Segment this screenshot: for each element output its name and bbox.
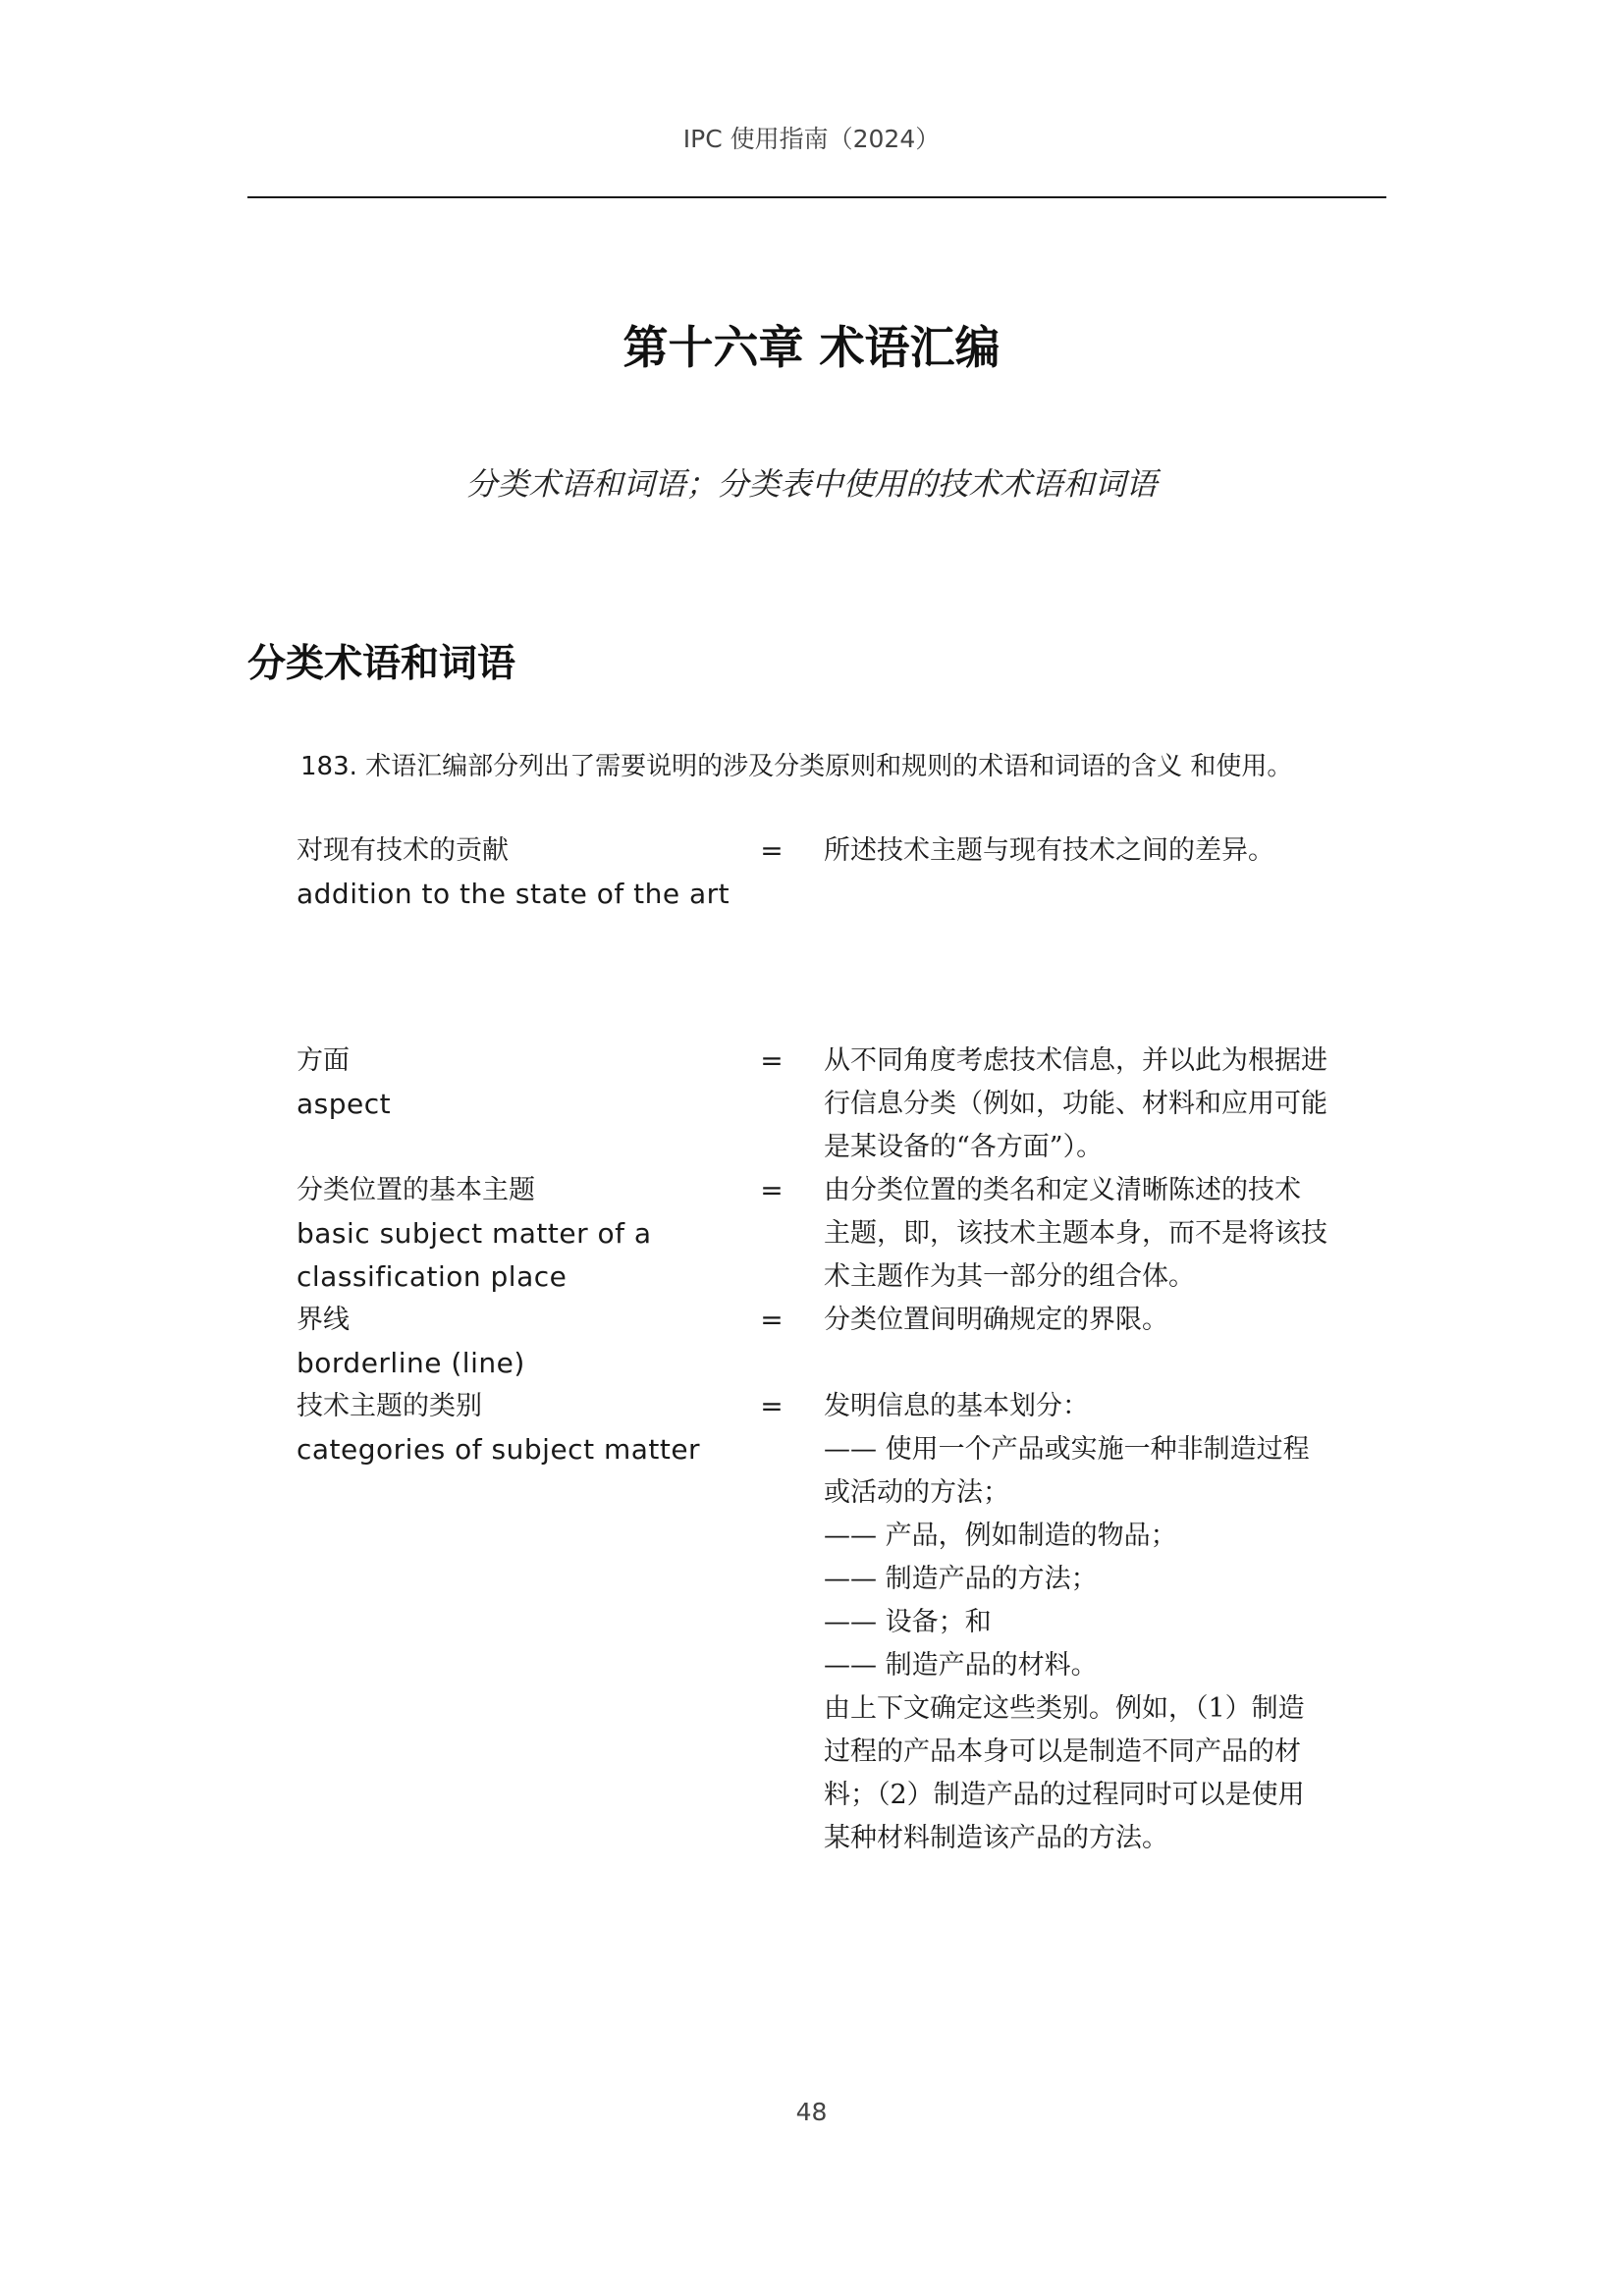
glossary-term (297, 1040, 748, 1126)
definition-line: —— 设备；和 (824, 1607, 992, 1637)
paragraph-number: 183. (300, 752, 357, 781)
section-heading: 分类术语和词语 (247, 642, 516, 686)
definition-line: 某种材料制造该产品的方法。 (824, 1823, 1168, 1853)
glossary-term (297, 1299, 748, 1385)
term-english: classification place (297, 1260, 568, 1293)
header-divider (247, 196, 1386, 198)
term-chinese: 技术主题的类别 (297, 1391, 482, 1421)
definition-line: 或活动的方法； (824, 1477, 1009, 1508)
term-english: aspect (297, 1088, 392, 1120)
definition-line: 行信息分类（例如，功能、材料和应用可能 (824, 1089, 1327, 1119)
definition-line: 过程的产品本身可以是制造不同产品的材 (824, 1736, 1301, 1767)
glossary-definition (824, 1385, 1359, 1860)
term-chinese: 界线 (297, 1305, 350, 1335)
definition-line: 分类位置间明确规定的界限。 (824, 1305, 1168, 1335)
equals-sign: = (760, 834, 784, 867)
glossary-definition (824, 829, 1359, 873)
glossary-term (297, 829, 748, 916)
definition-line: —— 产品，例如制造的物品； (824, 1521, 1177, 1551)
chapter-subtitle: 分类术语和词语；分类表中使用的技术术语和词语 (465, 465, 1158, 503)
definition-line: 料；（2）制造产品的过程同时可以是使用 (824, 1780, 1305, 1810)
page-number: 48 (795, 2098, 828, 2126)
glossary-term (297, 1169, 748, 1299)
running-header: IPC 使用指南（2024） (682, 125, 941, 153)
definition-line: —— 制造产品的方法； (824, 1564, 1098, 1594)
glossary-definition (824, 1040, 1359, 1169)
paragraph-text: 术语汇编部分列出了需要说明的涉及分类原则和规则的术语和词语的含义 和使用。 (365, 752, 1293, 781)
equals-sign: = (760, 1304, 784, 1336)
definition-line: 从不同角度考虑技术信息，并以此为根据进 (824, 1045, 1327, 1076)
term-english: borderline (line) (297, 1347, 525, 1379)
definition-line: 是某设备的“各方面”）。 (824, 1132, 1104, 1162)
glossary-definition (824, 1299, 1359, 1342)
term-english: addition to the state of the art (297, 878, 730, 910)
definition-line: —— 制造产品的材料。 (824, 1650, 1098, 1681)
glossary-term (297, 1385, 748, 1471)
intro-paragraph (300, 748, 1390, 785)
term-english: categories of subject matter (297, 1433, 701, 1466)
definition-line: 发明信息的基本划分： (824, 1391, 1089, 1421)
definition-line: 术主题作为其一部分的组合体。 (824, 1261, 1195, 1292)
term-chinese: 对现有技术的贡献 (297, 835, 509, 866)
term-english: basic subject matter of a (297, 1217, 652, 1250)
glossary-definition (824, 1169, 1359, 1299)
definition-line: 由上下文确定这些类别。例如，（1）制造 (824, 1693, 1305, 1724)
definition-line: 由分类位置的类名和定义清晰陈述的技术 (824, 1175, 1301, 1205)
equals-sign: = (760, 1390, 784, 1422)
equals-sign: = (760, 1174, 784, 1206)
definition-line: 主题，即，该技术主题本身，而不是将该技 (824, 1218, 1327, 1249)
definition-line: —— 使用一个产品或实施一种非制造过程 (824, 1434, 1310, 1465)
term-chinese: 分类位置的基本主题 (297, 1175, 535, 1205)
definition-line: 所述技术主题与现有技术之间的差异。 (824, 835, 1274, 866)
term-chinese: 方面 (297, 1045, 350, 1076)
equals-sign: = (760, 1044, 784, 1077)
chapter-title: 第十六章 术语汇编 (622, 321, 1001, 374)
